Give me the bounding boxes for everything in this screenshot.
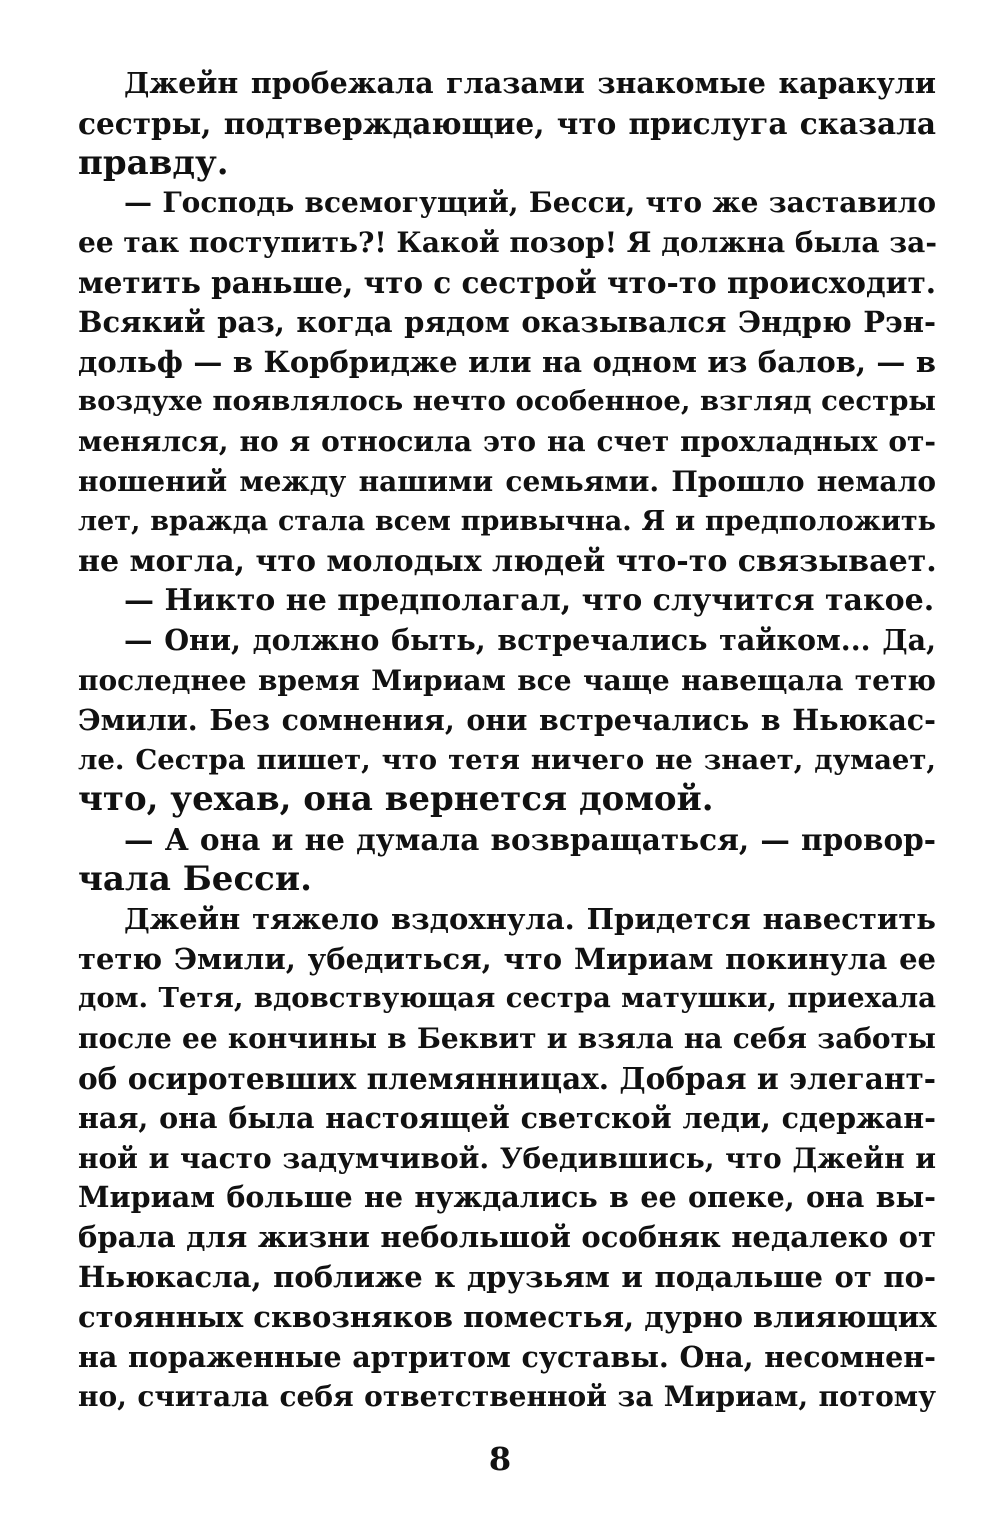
- body-text: [78, 64, 936, 1417]
- text-line: но, считала себя ответственной за Мириам, потому: [78, 1380, 936, 1414]
- text-line: на пораженные артритом суставы. Она, несомнен-: [78, 1339, 936, 1374]
- text-line: последнее время Мириам все чаще навещала тетю: [78, 663, 936, 697]
- text-line: не могла, что молодых людей что-то связывает.: [78, 543, 937, 579]
- text-line: — А она и не думала возвращаться, — провор-: [124, 822, 936, 858]
- text-line: дольф — в Корбридже или на одном из балов, — в: [78, 344, 936, 379]
- page-number: 8: [488, 1440, 512, 1478]
- text-line: лет, вражда стала всем привычна. Я и предположить: [78, 505, 936, 537]
- text-line: Джейн пробежала глазами знакомые каракули: [124, 66, 936, 100]
- text-line: после ее кончины в Беквит и взяла на себя заботы: [78, 1022, 936, 1056]
- text-line: ной и часто задумчивой. Убедившись, что Джейн и: [78, 1141, 936, 1175]
- text-line: Джейн тяжело вздохнула. Придется навестить: [124, 901, 936, 936]
- text-line: — Они, должно быть, встречались тайком... Да,: [124, 623, 936, 658]
- text-line: чала Бесси.: [78, 858, 312, 899]
- text-line: ношений между нашими семьями. Прошло немало: [78, 464, 936, 498]
- text-line: Всякий раз, когда рядом оказывался Эндрю Рэн-: [78, 304, 936, 339]
- text-line: метить раньше, что с сестрой что-то происходит.: [78, 264, 937, 300]
- text-line: — Никто не предполагал, что случится такое.: [124, 583, 935, 619]
- text-line: менялся, но я относила это на счет прохладных от-: [78, 425, 936, 459]
- text-line: сестры, подтверждающие, что прислуга сказала: [78, 105, 936, 141]
- text-line: Мириам больше не нуждались в ее опеке, она вы-: [78, 1180, 936, 1215]
- text-line: стоянных сквозняков поместья, дурно влияющих: [78, 1299, 937, 1334]
- text-line: — Господь всемогущий, Бесси, что же заставило: [124, 186, 936, 220]
- text-line: дом. Тетя, вдовствующая сестра матушки, приехала: [78, 982, 936, 1015]
- text-line: брала для жизни небольшой особняк недалеко от: [78, 1220, 936, 1255]
- text-line: об осиротевших племянницах. Добрая и элегант-: [78, 1060, 936, 1096]
- text-line: ле. Сестра пишет, что тетя ничего не знает, думает,: [78, 743, 936, 776]
- text-line: Ньюкасла, поближе к друзьям и подальше от по-: [78, 1259, 936, 1294]
- text-line: ее так поступить?! Какой позор! Я должна была за-: [78, 226, 937, 260]
- text-line: правду.: [78, 142, 229, 183]
- text-line: воздухе появлялось нечто особенное, взгляд сестры: [78, 385, 936, 418]
- text-line: ная, она была настоящей светской леди, сдержан-: [78, 1100, 936, 1135]
- text-line: Эмили. Без сомнения, они встречались в Ньюкас-: [78, 702, 936, 737]
- text-line: что, уехав, она вернется домой.: [78, 779, 714, 820]
- text-line: тетю Эмили, убедиться, что Мириам покинула ее: [78, 941, 936, 976]
